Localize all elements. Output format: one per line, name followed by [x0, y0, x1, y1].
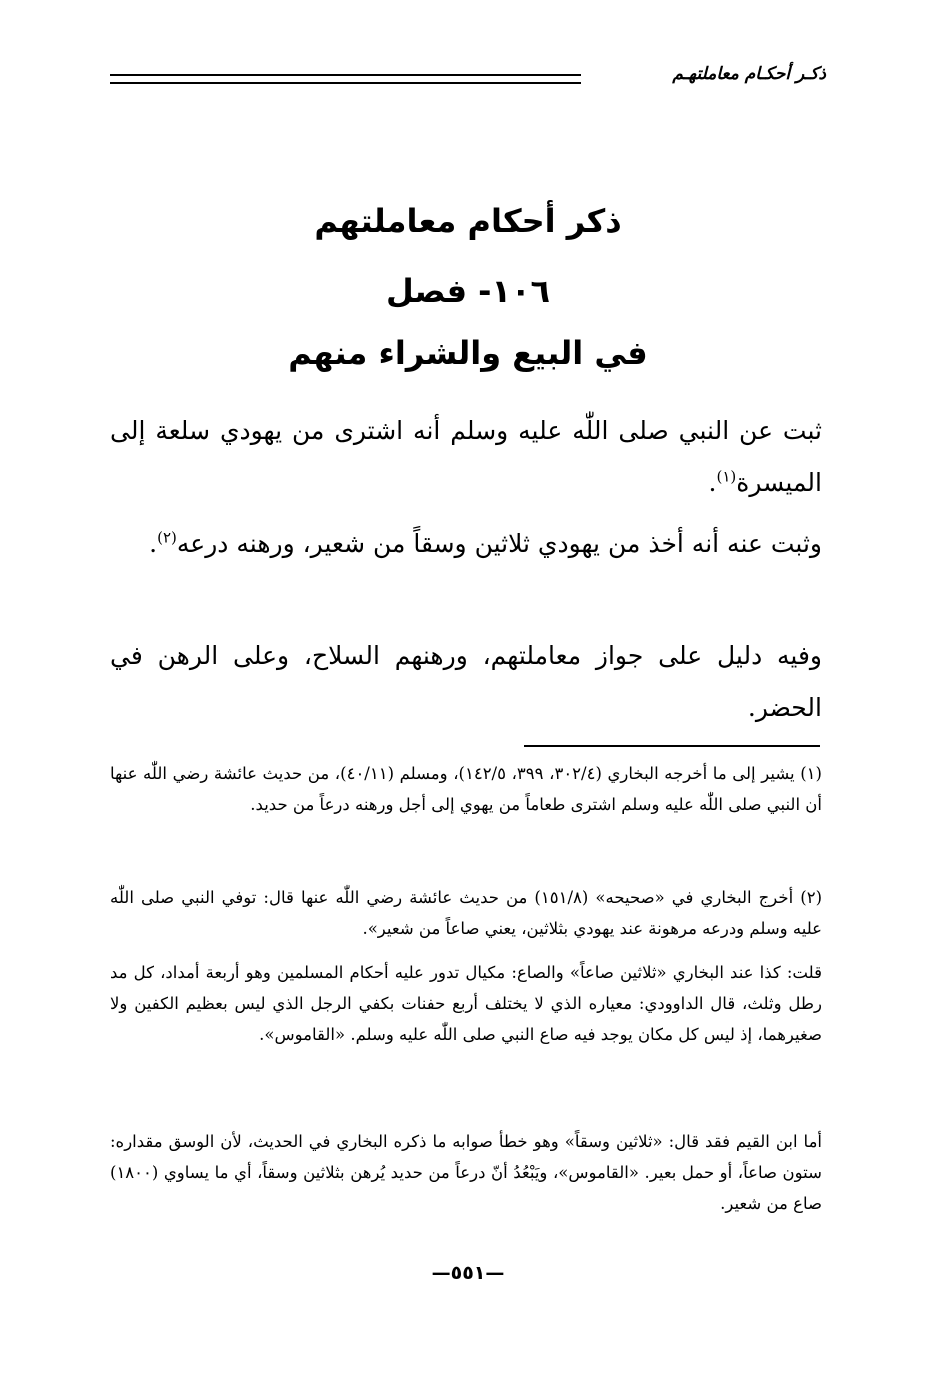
section-title: ذكر أحكام معاملتهم — [314, 202, 622, 240]
paragraph-1 — [110, 405, 822, 509]
footnote-2-note: قلت: كذا عند البخاري «ثلاثين صاعاً» والصاع: مكيال تدور عليه أحكام المسلمين وهو أربعة أمداد، كل مد رطل وثلث، قال الداوودي: معياره الذي لا يختلف أربع حفنات بكفي الرجل الذي ليس بعظيم الكفين ولا صغيرهما، إذ ليس كل مكان يوجد فيه صاع النبي صلى اللّٰه عليه وسلم. «القاموس». — [110, 963, 822, 1044]
footnote-2-ibn-qayyim: أما ابن القيم فقد قال: «ثلاثين وسقاً» وهو خطأ صوابه ما ذكره البخاري في الحديث، لأن الوسق مقداره: ستون صاعاً، أو حمل بعير. «القاموس»، ويَبْعُدُ أنّ درعاً من حديد يُرهن بثلاثين وسقاً، أي ما يساوي (١٨٠٠) صاع من شعير. — [110, 1132, 822, 1213]
running-title: ذكـر أحكـام معاملتهـم — [672, 64, 826, 84]
paragraph-2 — [110, 518, 822, 570]
chapter-title: ١٠٦- فصل — [385, 272, 551, 310]
paragraph-3: وفيه دليل على جواز معاملتهم، ورهنهم السلاح، وعلى الرهن في الحضر. — [110, 641, 822, 722]
header-double-rule — [110, 74, 581, 84]
footnote-separator — [524, 745, 820, 747]
footnote-2: (٢) أخرج البخاري في «صحيحه» (١٥١/٨) من حديث عائشة رضي اللّٰه عنها قال: توفي النبي صلى اللّٰه عليه وسلم ودرعه مرهونة عند يهودي بثلاثين، يعني صاعاً من شعير». — [110, 888, 822, 938]
footnote-ref-1[interactable]: (١) — [716, 467, 737, 486]
paragraph-1-end: . — [708, 468, 717, 497]
running-header — [110, 62, 826, 92]
footnote-ref-2[interactable]: (٢) — [157, 528, 177, 547]
paragraph-1-text: ثبت عن النبي صلى اللّٰه عليه وسلم أنه اشترى من يهودي سلعة إلى الميسرة — [110, 416, 822, 497]
page-number: —٥٥١— — [431, 1262, 505, 1284]
paragraph-2-text: وثبت عنه أنه أخذ من يهودي ثلاثين وسقاً من شعير، ورهنه درعه — [176, 529, 822, 558]
chapter-subtitle: في البيع والشراء منهم — [288, 334, 648, 372]
footnote-1: (١) يشير إلى ما أخرجه البخاري (٣٠٢/٤، ٣٩٩، ١٤٢/٥)، ومسلم (٤٠/١١)، من حديث عائشة رضي اللّٰه عنها أن النبي صلى اللّٰه عليه وسلم اشترى طعاماً من يهوي إلى أجل ورهنه درعاً من حديد. — [110, 764, 822, 814]
paragraph-2-end: . — [149, 529, 158, 558]
